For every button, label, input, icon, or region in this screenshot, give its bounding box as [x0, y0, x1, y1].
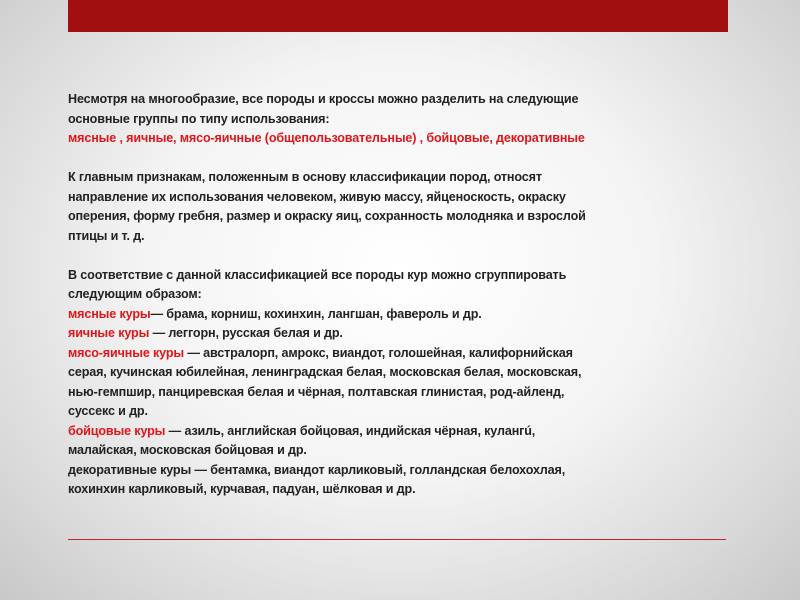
- title-bar: [68, 0, 728, 32]
- meat-label: мясные куры: [68, 306, 151, 321]
- criteria-line-2: направление их использования человеком, живую массу, яйценоскость, окраску: [68, 189, 566, 204]
- meat-egg-label: мясо-яичные куры: [68, 345, 185, 360]
- fighting-breeds: [68, 422, 733, 442]
- decorative-line-1: декоративные куры — бентамка, виандот карликовый, голландская белохохлая,: [68, 462, 566, 477]
- groups-list: мясные , яичные, мясо-яичные (общепользовательные) , бойцовые, декоративные: [68, 131, 585, 145]
- fighting-text: — азиль, английская бойцовая, индийская чёрная, кулангú,: [165, 423, 536, 438]
- meat-egg-cont-2: нью-гемпшир, панциревская белая и чёрная, полтавская глинистая, род-айленд,: [68, 384, 565, 399]
- meat-egg-text: — австралорп, амрокс, виандот, голошейная, калифорнийская: [184, 345, 573, 360]
- meat-egg-breeds: [68, 344, 733, 364]
- decorative-line-2: кохинхин карликовый, курчавая, падуан, шёлковая и др.: [68, 482, 416, 496]
- intro-line-2: основные группы по типу использования:: [68, 111, 330, 126]
- fighting-label: бойцовые куры: [68, 423, 166, 438]
- meat-egg-cont-3: суссекс и др.: [68, 404, 148, 418]
- spacer: [68, 246, 733, 266]
- egg-label: яичные куры: [68, 326, 150, 340]
- criteria-line-4: птицы и т. д.: [68, 228, 145, 243]
- grouping-line-1: В соответствие с данной классификацией все породы кур можно сгруппировать: [68, 267, 567, 282]
- meat-breeds: [68, 305, 733, 325]
- egg-text: — леггорн, русская белая и др.: [149, 326, 343, 340]
- fighting-cont-1: малайская, московская бойцовая и др.: [68, 443, 307, 457]
- criteria-line-1: К главным признакам, положенным в основу классификации пород, относят: [68, 170, 542, 184]
- bottom-rule: [68, 539, 726, 540]
- slide-text: [68, 90, 733, 500]
- meat-egg-cont-1: серая, кучинская юбилейная, ленинградская белая, московская белая, московская,: [68, 365, 582, 379]
- meat-text: — брама, корниш, кохинхин, лангшан, фавероль и др.: [150, 306, 482, 321]
- spacer: [68, 149, 733, 169]
- intro-line-1: Несмотря на многообразие, все породы и кроссы можно разделить на следующие: [68, 92, 579, 106]
- egg-breeds: [68, 324, 733, 344]
- grouping-line-2: следующим образом:: [68, 287, 202, 301]
- criteria-line-3: оперения, форму гребня, размер и окраску яиц, сохранность молодняка и взрослой: [68, 209, 586, 223]
